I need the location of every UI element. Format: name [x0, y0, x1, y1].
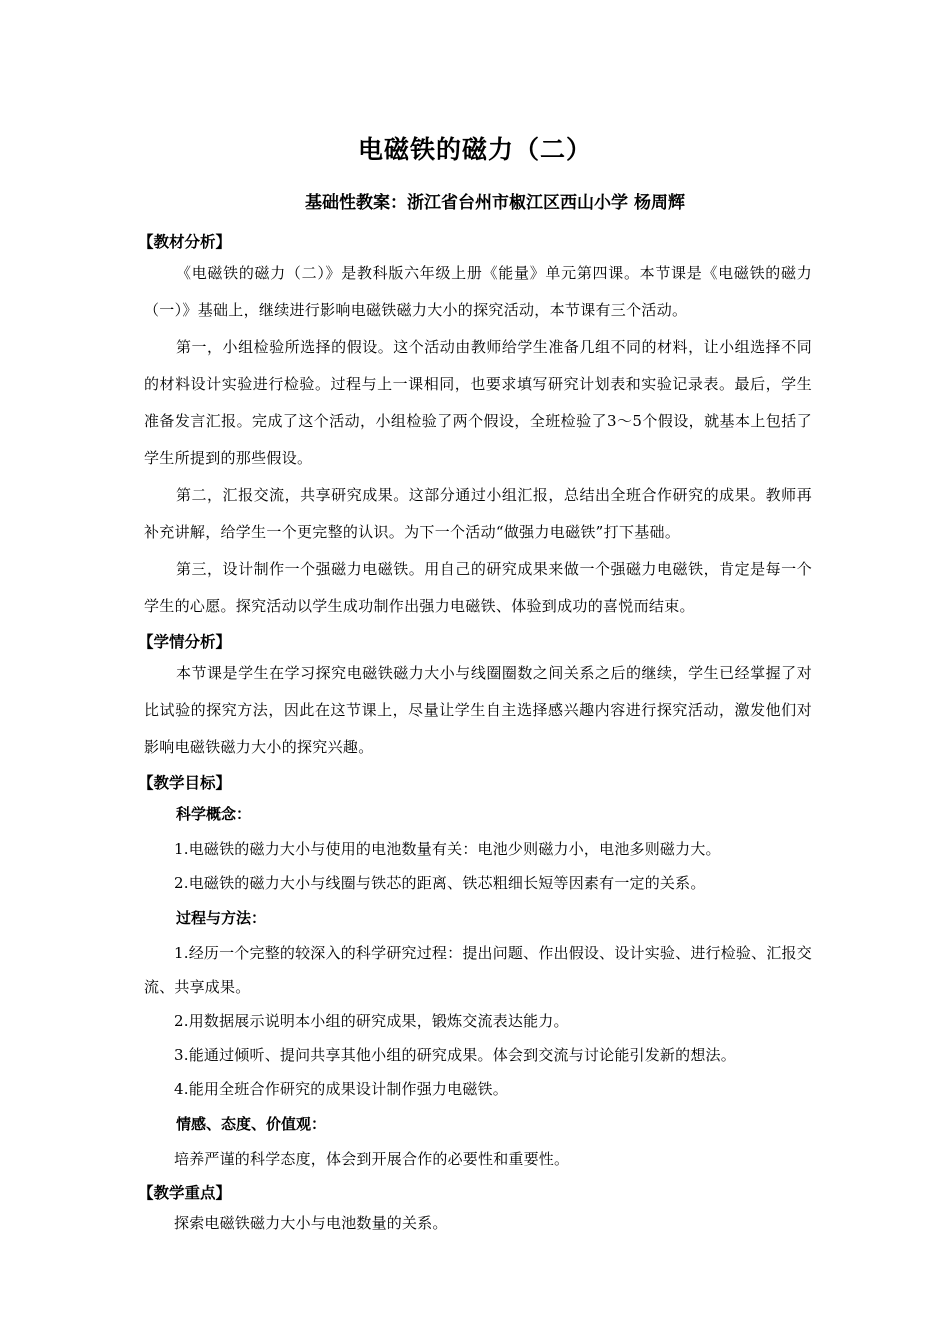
paragraph: 第三，设计制作一个强磁力电磁铁。用自己的研究成果来做一个强磁力电磁铁，肯定是每一个学生的心愿。探究活动以学生成功制作出强力电磁铁、体验到成功的喜悦而结束。 — [144, 560, 812, 615]
list-item: 2.电磁铁的磁力大小与线圈与铁芯的距离、铁芯粗细长短等因素有一定的关系。 — [174, 874, 706, 892]
list-item: 培养严谨的科学态度，体会到开展合作的必要性和重要性。 — [174, 1150, 570, 1168]
paragraph: 第一，小组检验所选择的假设。这个活动由教师给学生准备几组不同的材料，让小组选择不同的材料设计实验进行检验。过程与上一课相同，也要求填写研究计划表和实验记录表。最后，学生准备发言汇报。完成了这个活动，小组检验了两个假设，全班检验了3～5个假设，就基本上包括了学生所提到的那些假设。 — [144, 338, 812, 467]
list-item: 4.能用全班合作研究的成果设计制作强力电磁铁。 — [174, 1080, 508, 1098]
section-heading-material-analysis: 【教材分析】 — [138, 232, 232, 251]
subheading-emotion-attitude: 情感、态度、价值观： — [176, 1115, 327, 1133]
section-heading-key-points: 【教学重点】 — [138, 1183, 232, 1202]
subheading-science-concept: 科学概念： — [176, 805, 252, 823]
document-body — [138, 225, 812, 1236]
section-heading-objectives: 【教学目标】 — [138, 773, 232, 792]
list-item: 1.电磁铁的磁力大小与使用的电池数量有关：电池少则磁力小，电池多则磁力大。 — [174, 840, 721, 858]
paragraph: 探索电磁铁磁力大小与电池数量的关系。 — [174, 1214, 448, 1232]
section-heading-student-analysis: 【学情分析】 — [138, 632, 232, 651]
document-title: 电磁铁的磁力（二） — [357, 135, 592, 164]
document-subtitle: 基础性教案：浙江省台州市椒江区西山小学 杨周辉 — [305, 193, 685, 213]
list-item: 1.经历一个完整的较深入的科学研究过程：提出问题、作出假设、设计实验、进行检验、汇报交流、共享成果。 — [144, 944, 812, 996]
paragraph: 《电磁铁的磁力（二）》是教科版六年级上册《能量》单元第四课。本节课是《电磁铁的磁力（一）》基础上，继续进行影响电磁铁磁力大小的探究活动，本节课有三个活动。 — [144, 264, 812, 319]
list-item: 3.能通过倾听、提问共享其他小组的研究成果。体会到交流与讨论能引发新的想法。 — [174, 1046, 736, 1064]
subheading-process-method: 过程与方法： — [176, 909, 267, 927]
list-item: 2.用数据展示说明本小组的研究成果，锻炼交流表达能力。 — [174, 1012, 569, 1030]
paragraph: 第二，汇报交流，共享研究成果。这部分通过小组汇报，总结出全班合作研究的成果。教师再补充讲解，给学生一个更完整的认识。为下一个活动“做强力电磁铁”打下基础。 — [144, 486, 812, 541]
paragraph: 本节课是学生在学习探究电磁铁磁力大小与线圈圈数之间关系之后的继续，学生已经掌握了对比试验的探究方法，因此在这节课上，尽量让学生自主选择感兴趣内容进行探究活动，激发他们对影响电磁铁磁力大小的探究兴趣。 — [144, 664, 812, 756]
